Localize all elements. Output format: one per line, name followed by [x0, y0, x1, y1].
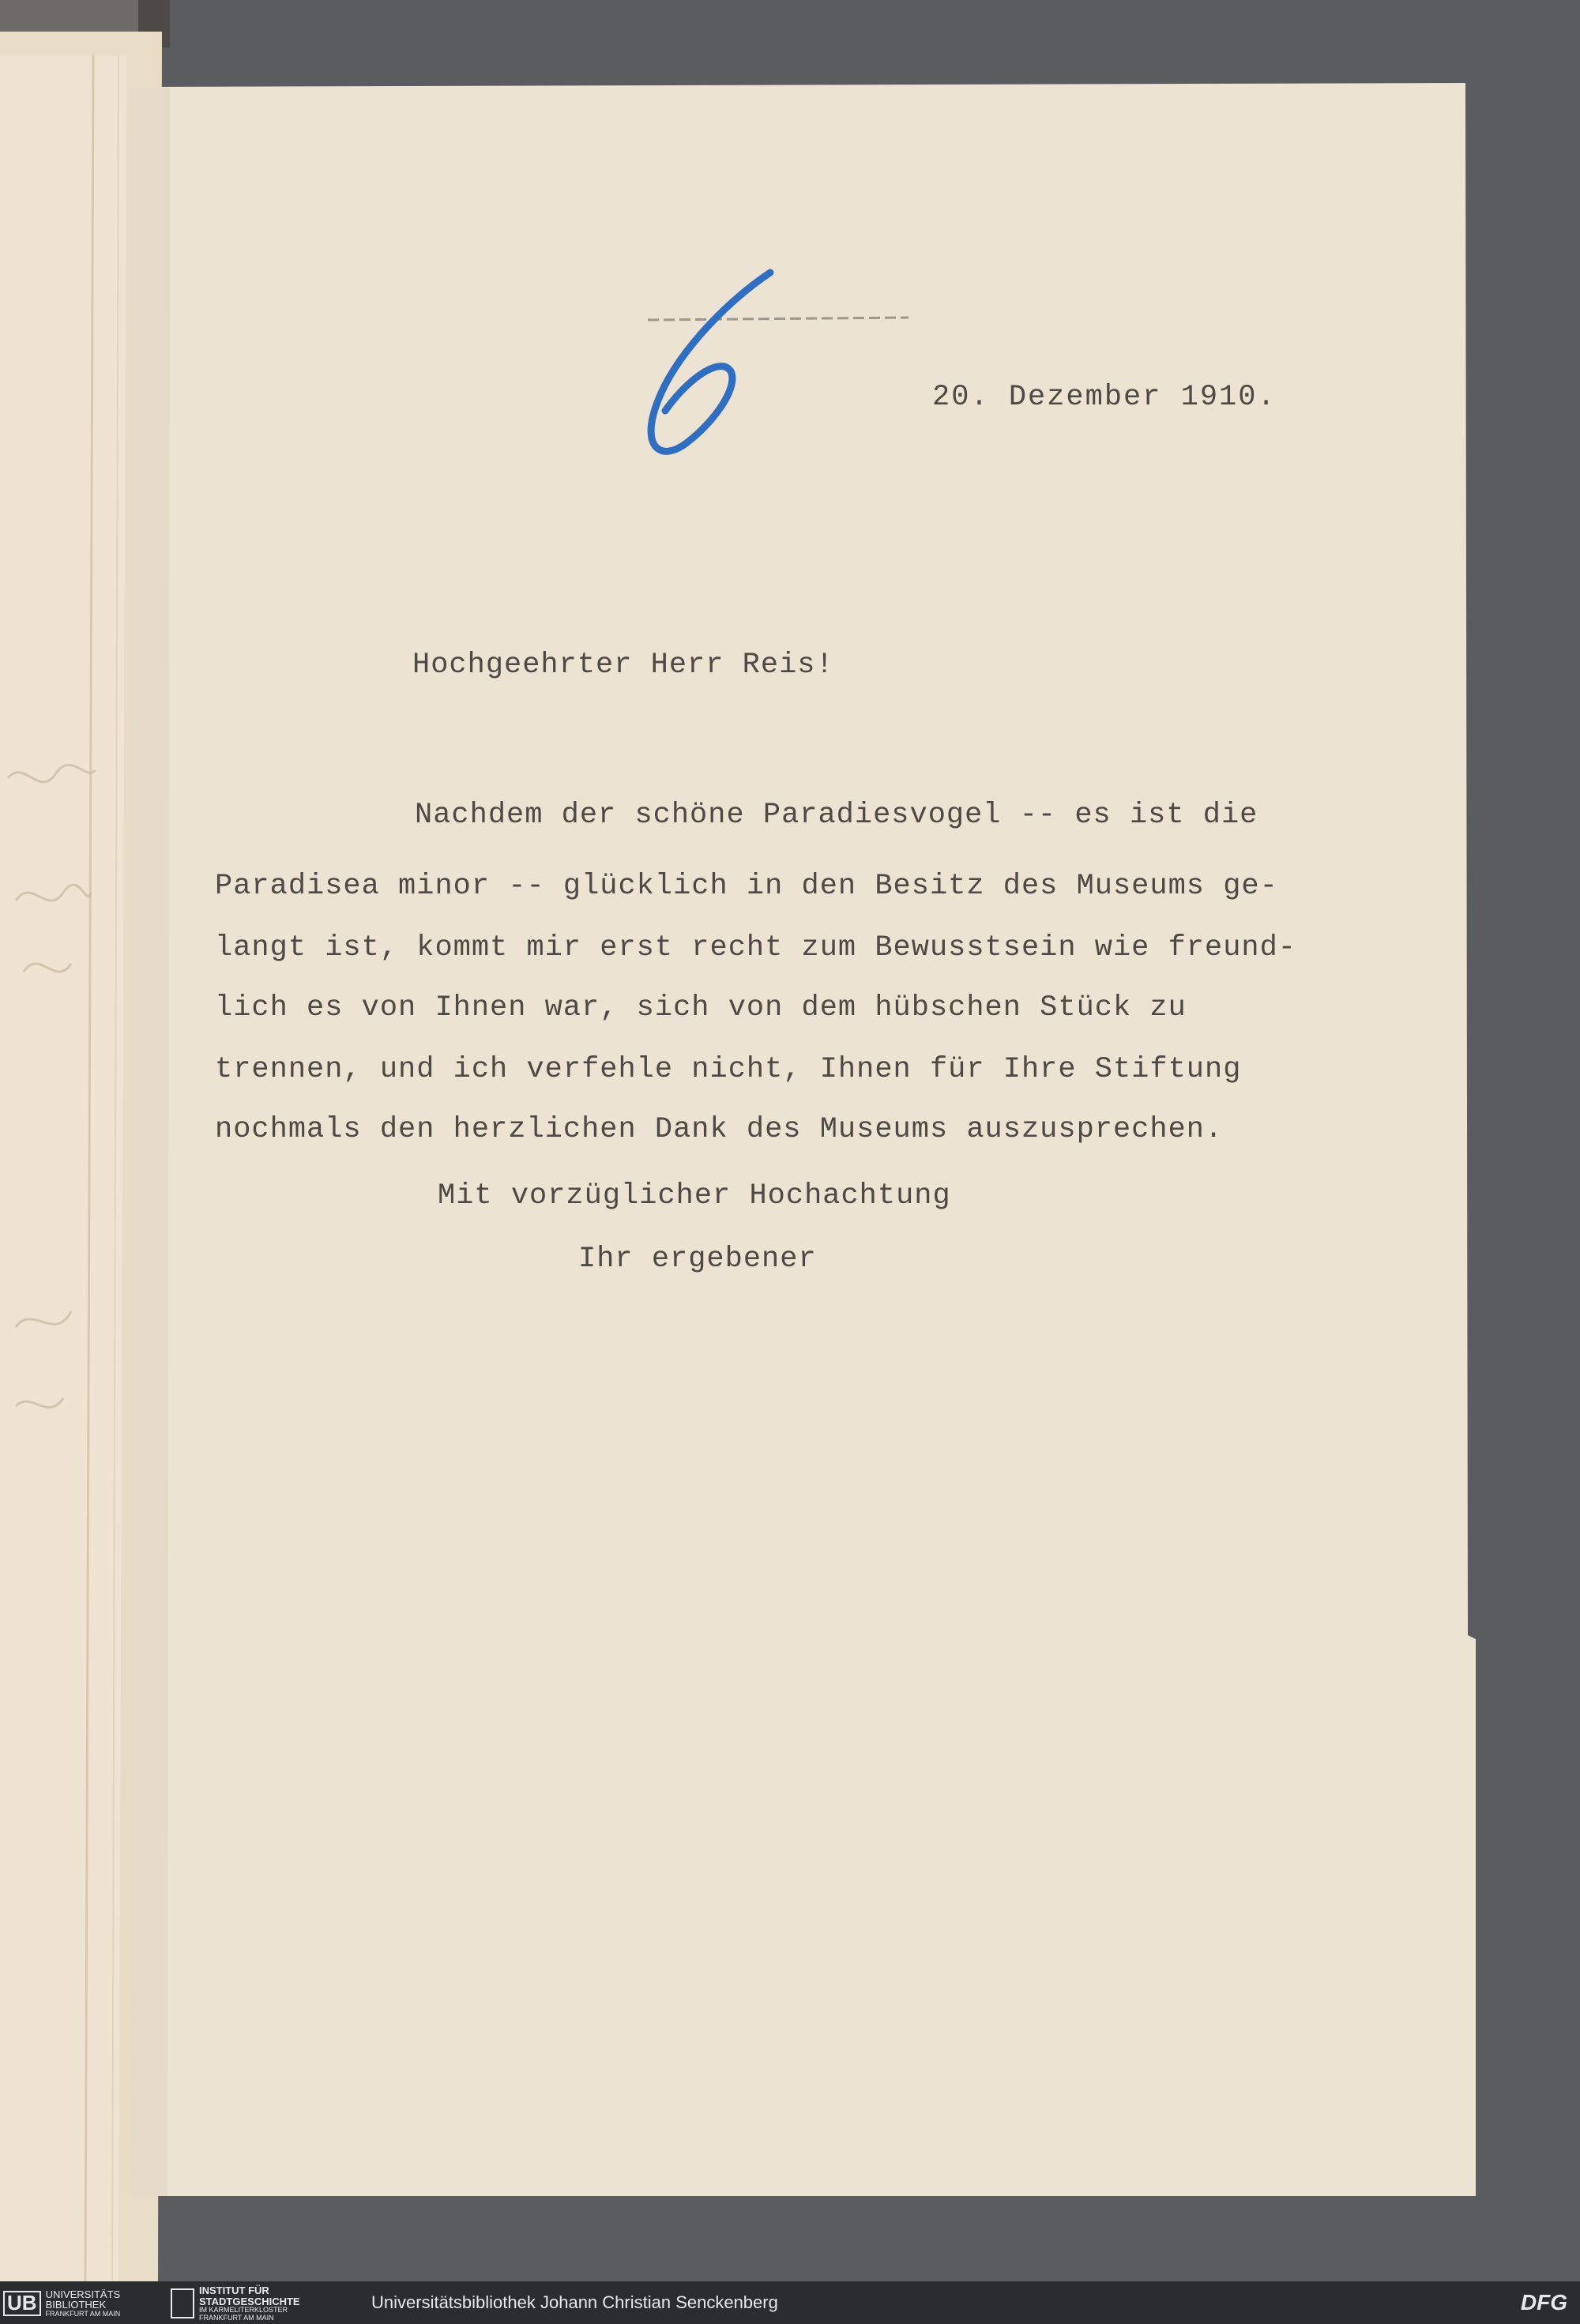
body-line: Nachdem der schöne Paradiesvogel -- es ist die — [415, 799, 1258, 832]
body-line: langt ist, kommt mir erst recht zum Bewusstsein wie freund- — [215, 931, 1297, 965]
isg-line: FRANKFURT AM MAIN — [199, 2313, 274, 2322]
ub-mark: UB — [3, 2291, 41, 2315]
body-line: nochmals den herzlichen Dank des Museums auszusprechen. — [215, 1113, 1224, 1146]
isg-line: IM KARMELITERKLOSTER — [199, 2306, 288, 2315]
dfg-logo: DFG — [1520, 2290, 1567, 2315]
body-line: Paradisea minor -- glücklich in den Besitz des Museums ge- — [215, 870, 1278, 903]
isg-line: INSTITUT FÜR — [199, 2284, 269, 2296]
footer-bar — [0, 2281, 1580, 2324]
body-line: trennen, und ich verfehle nicht, Ihnen für Ihre Stiftung — [215, 1053, 1242, 1086]
isg-logo — [171, 2284, 321, 2322]
ub-line: FRANKFURT AM MAIN — [45, 2309, 121, 2318]
library-name: Universitätsbibliothek Johann Christian Senckenberg — [371, 2292, 778, 2312]
body-line: lich es von Ihnen war, sich von dem hübschen Stück zu — [215, 991, 1187, 1025]
ub-logo — [3, 2288, 161, 2319]
letter-signoff: Ihr ergebener — [578, 1243, 817, 1276]
isg-line: STADTGESCHICHTE — [199, 2295, 300, 2307]
ub-line: BIBLIOTHEK — [45, 2299, 107, 2311]
isg-icon — [171, 2288, 194, 2318]
letter-closing: Mit vorzüglicher Hochachtung — [438, 1179, 951, 1213]
letter-date: 20. Dezember 1910. — [932, 381, 1277, 414]
letter-salutation: Hochgeehrter Herr Reis! — [412, 649, 834, 682]
ub-line: UNIVERSITÄTS — [45, 2288, 121, 2300]
